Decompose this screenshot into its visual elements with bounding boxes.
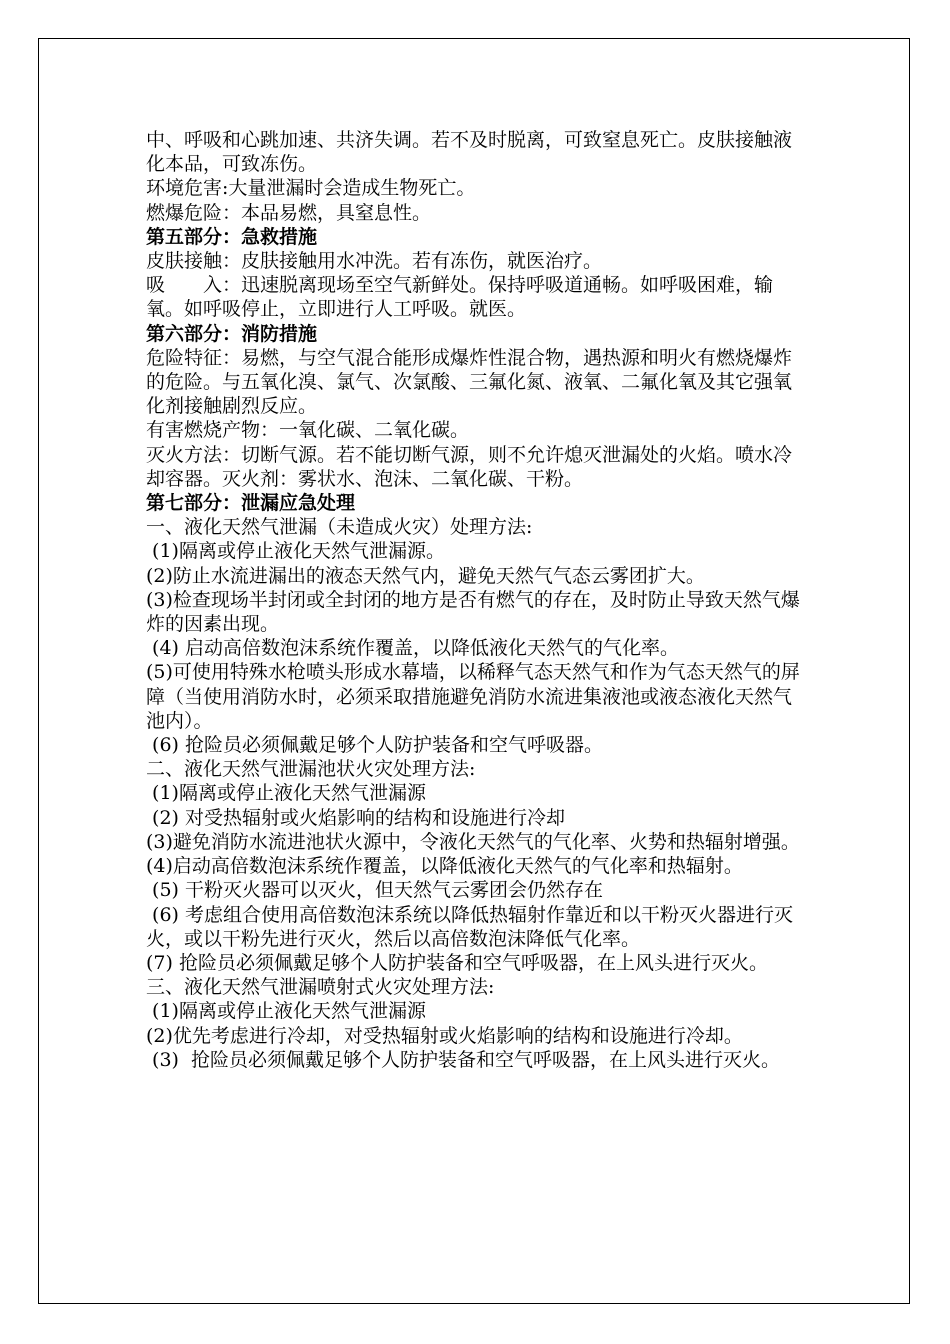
- list-item: (5)可使用特殊水枪喷头形成水幕墙，以稀释气态天然气和作为气态天然气的屏障（当使用消防水时，必须采取措施避免消防水流进集液池或液态液化天然气池内）。: [146, 661, 800, 732]
- list-item: (7) 抢险员必须佩戴足够个人防护装备和空气呼吸器，在上风头进行灭火。: [146, 951, 768, 974]
- paragraph: 有害燃烧产物：一氧化碳、二氧化碳。: [146, 419, 470, 442]
- paragraph: 三、液化天然气泄漏喷射式火灾处理方法:: [146, 976, 495, 999]
- list-item: (1)隔离或停止液化天然气泄漏源。: [146, 540, 445, 563]
- list-item: (6) 考虑组合使用高倍数泡沫系统以降低热辐射作靠近和以干粉灭火器进行灭火，或以干粉先进行灭火，然后以高倍数泡沫降低气化率。: [146, 903, 794, 950]
- list-item: (3)检查现场半封闭或全封闭的地方是否有燃气的存在，及时防止导致天然气爆炸的因素出现。: [146, 588, 800, 636]
- paragraph: 危险特征：易燃，与空气混合能形成爆炸性混合物，遇热源和明火有燃烧爆炸的危险。与五氧化溴、氯气、次氯酸、三氟化氮、液氧、二氟化氧及其它强氧化剂接触剧烈反应。: [146, 346, 793, 418]
- paragraph: 吸 入：迅速脱离现场至空气新鲜处。保持呼吸道通畅。如呼吸困难，输氧。如呼吸停止，立即进行人工呼吸。就医。: [146, 274, 774, 321]
- section-heading: 第七部分：泄漏应急处理: [146, 492, 356, 515]
- paragraph: 皮肤接触：皮肤接触用水冲洗。若有冻伤，就医治疗。: [146, 250, 603, 273]
- list-item: (6) 抢险员必须佩戴足够个人防护装备和空气呼吸器。: [146, 734, 604, 757]
- list-item: (1)隔离或停止液化天然气泄漏源: [146, 1000, 426, 1023]
- list-item: (3)避免消防水流进池状火源中，令液化天然气的气化率、火势和热辐射增强。: [146, 830, 800, 853]
- list-item: (2)优先考虑进行冷却，对受热辐射或火焰影响的结构和设施进行冷却。: [146, 1024, 743, 1047]
- paragraph: 灭火方法：切断气源。若不能切断气源，则不允许熄灭泄漏处的火焰。喷水冷却容器。灭火剂：雾状水、泡沫、二氧化碳、干粉。: [146, 443, 793, 490]
- list-item: (2)防止水流进漏出的液态天然气内，避免天然气气态云雾团扩大。: [146, 564, 705, 587]
- list-item: (3) 抢险员必须佩戴足够个人防护装备和空气呼吸器，在上风头进行灭火。: [146, 1048, 781, 1071]
- list-item: (5) 干粉灭火器可以灭火，但天然气云雾团会仍然存在: [146, 879, 604, 902]
- paragraph: 一、液化天然气泄漏（未造成火灾）处理方法:: [146, 516, 533, 539]
- paragraph: 燃爆危险：本品易燃，具窒息性。: [146, 201, 432, 224]
- document-body: [146, 128, 810, 1072]
- list-item: (2) 对受热辐射或火焰影响的结构和设施进行冷却: [146, 806, 566, 829]
- list-item: (1)隔离或停止液化天然气泄漏源: [146, 782, 426, 805]
- section-heading: 第六部分：消防措施: [146, 322, 318, 345]
- paragraph: 环境危害:大量泄漏时会造成生物死亡。: [146, 177, 476, 200]
- section-heading: 第五部分：急救措施: [146, 225, 318, 248]
- paragraph: 二、液化天然气泄漏池状火灾处理方法:: [146, 758, 476, 781]
- list-item: (4)启动高倍数泡沫系统作覆盖，以降低液化天然气的气化率和热辐射。: [146, 855, 743, 878]
- paragraph: 中、呼吸和心跳加速、共济失调。若不及时脱离，可致窒息死亡。皮肤接触液化本品，可致冻伤。: [146, 129, 793, 176]
- list-item: (4) 启动高倍数泡沫系统作覆盖，以降低液化天然气的气化率。: [146, 637, 680, 660]
